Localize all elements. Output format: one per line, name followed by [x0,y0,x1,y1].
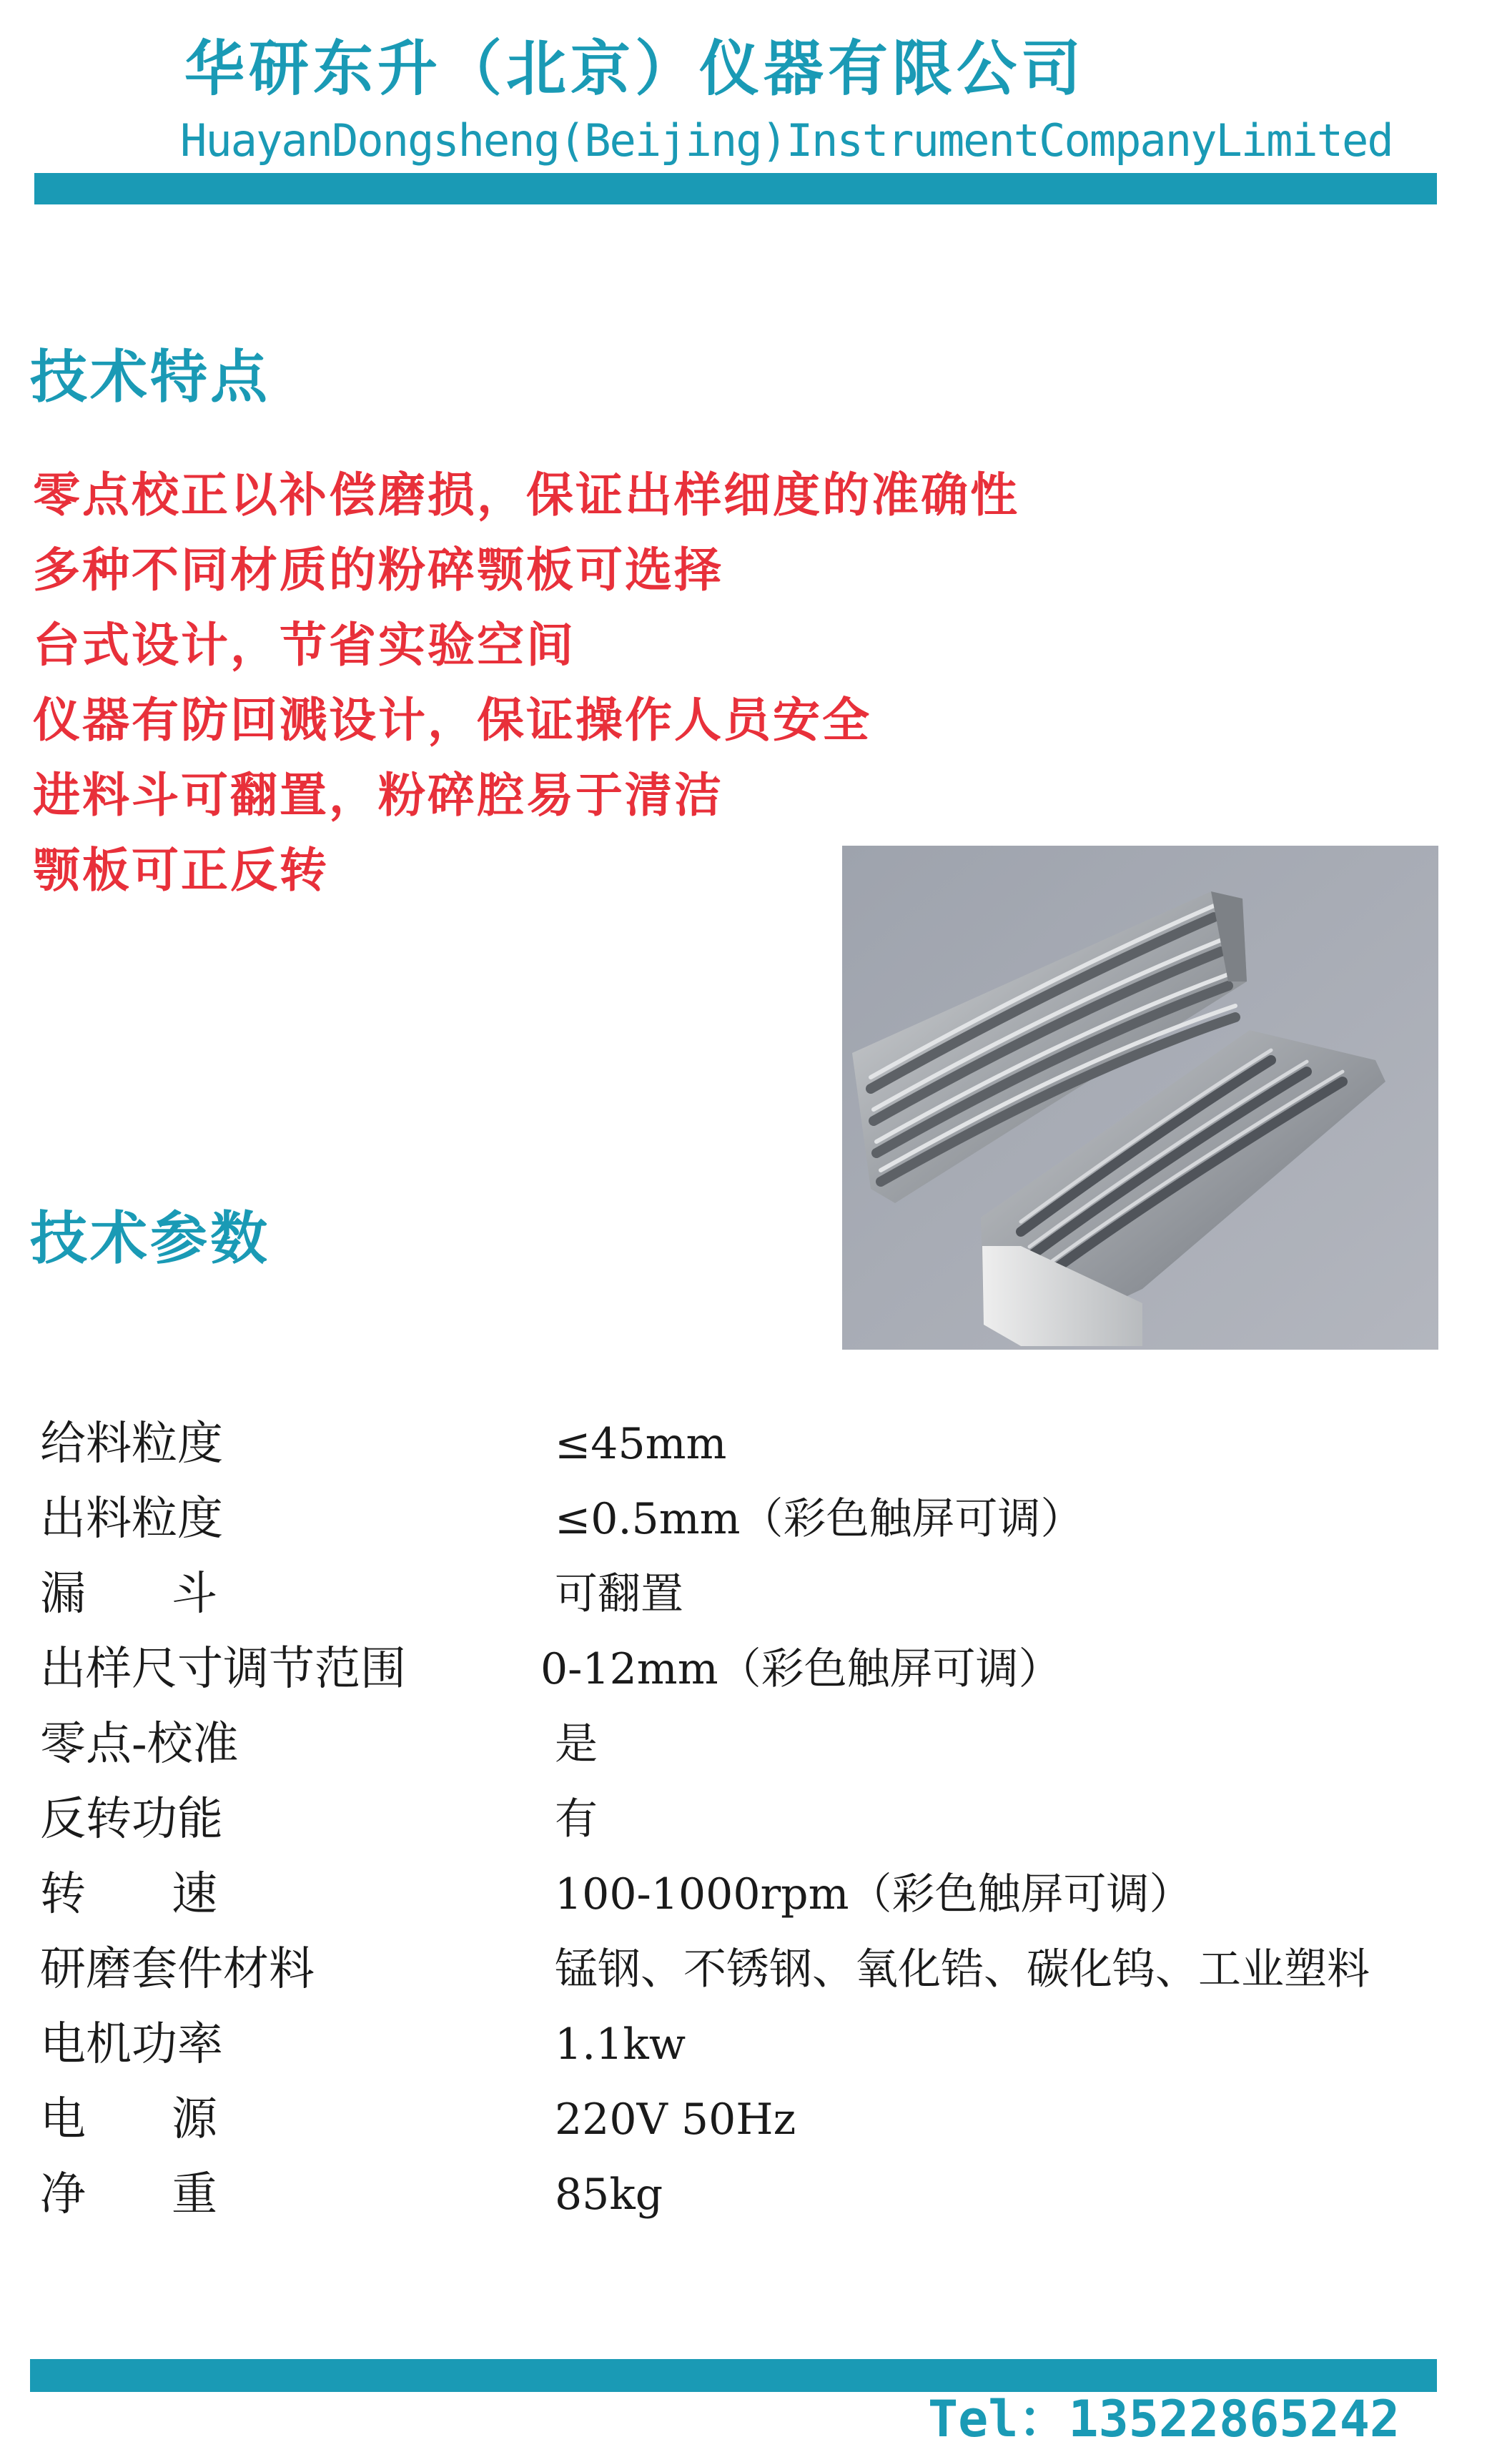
company-name-cn: 华研东升（北京）仪器有限公司 [184,34,1086,104]
spec-value: 100-1000rpm（彩色触屏可调） [555,1869,1192,1919]
feature-item: 颚板可正反转 [33,843,329,898]
spec-label: 漏斗 [40,1568,303,1621]
spec-value: ≤0.5mm（彩色触屏可调） [555,1494,1084,1544]
features-heading: 技术特点 [30,344,270,410]
spec-value: 锰钢、不锈钢、氧化锆、碳化钨、工业塑料 [555,1944,1370,1994]
spec-label: 给料粒度 [40,1418,223,1470]
spec-row [40,1482,1498,1557]
header-divider-bar [34,173,1437,204]
spec-label: 净重 [40,2168,303,2221]
spec-row [40,1932,1498,2007]
spec-label: 研磨套件材料 [40,1943,315,1996]
spec-value: 220V 50Hz [555,2095,796,2145]
spec-value: 是 [555,1719,598,1769]
spec-value: 0-12mm（彩色触屏可调） [540,1644,1062,1694]
spec-row [40,1857,1498,1932]
spec-label: 反转功能 [40,1793,223,1846]
spec-value: 85kg [555,2170,663,2220]
company-name-en: HuayanDongsheng(Beijing)InstrumentCompanyLimited [180,114,1393,167]
spec-label: 电机功率 [40,2018,223,2071]
spec-label: 电源 [40,2093,303,2146]
feature-item: 零点校正以补偿磨损，保证出样细度的准确性 [33,468,1019,523]
spec-row [40,1707,1498,1782]
spec-row [40,2157,1498,2233]
feature-item: 进料斗可翻置，粉碎腔易于清洁 [33,768,723,823]
spec-value: 可翻置 [555,1569,683,1619]
specs-heading: 技术参数 [30,1205,270,1272]
spec-row [40,2082,1498,2157]
footer-divider-bar [30,2359,1437,2392]
spec-row [40,2007,1498,2082]
spec-value: ≤45mm [555,1419,727,1469]
feature-item: 台式设计，节省实验空间 [33,618,575,673]
feature-item: 多种不同材质的粉碎颚板可选择 [33,543,723,598]
spec-label: 转速 [40,1868,303,1921]
spec-row [40,1407,1498,1482]
spec-value: 有 [555,1794,598,1844]
spec-label: 零点-校准 [40,1718,239,1771]
feature-item: 仪器有防回溅设计，保证操作人员安全 [33,693,871,748]
features-list [33,458,1019,908]
spec-label: 出料粒度 [40,1493,223,1546]
jaw-plates-photo [842,846,1438,1350]
spec-row [40,1782,1498,1857]
specs-table [40,1407,1498,2233]
spec-row [40,1632,1498,1707]
spec-row [40,1557,1498,1632]
spec-value: 1.1kw [555,2020,686,2070]
telephone-number: Tel：13522865242 [928,2390,1400,2448]
spec-label: 出样尺寸调节范围 [40,1643,406,1696]
